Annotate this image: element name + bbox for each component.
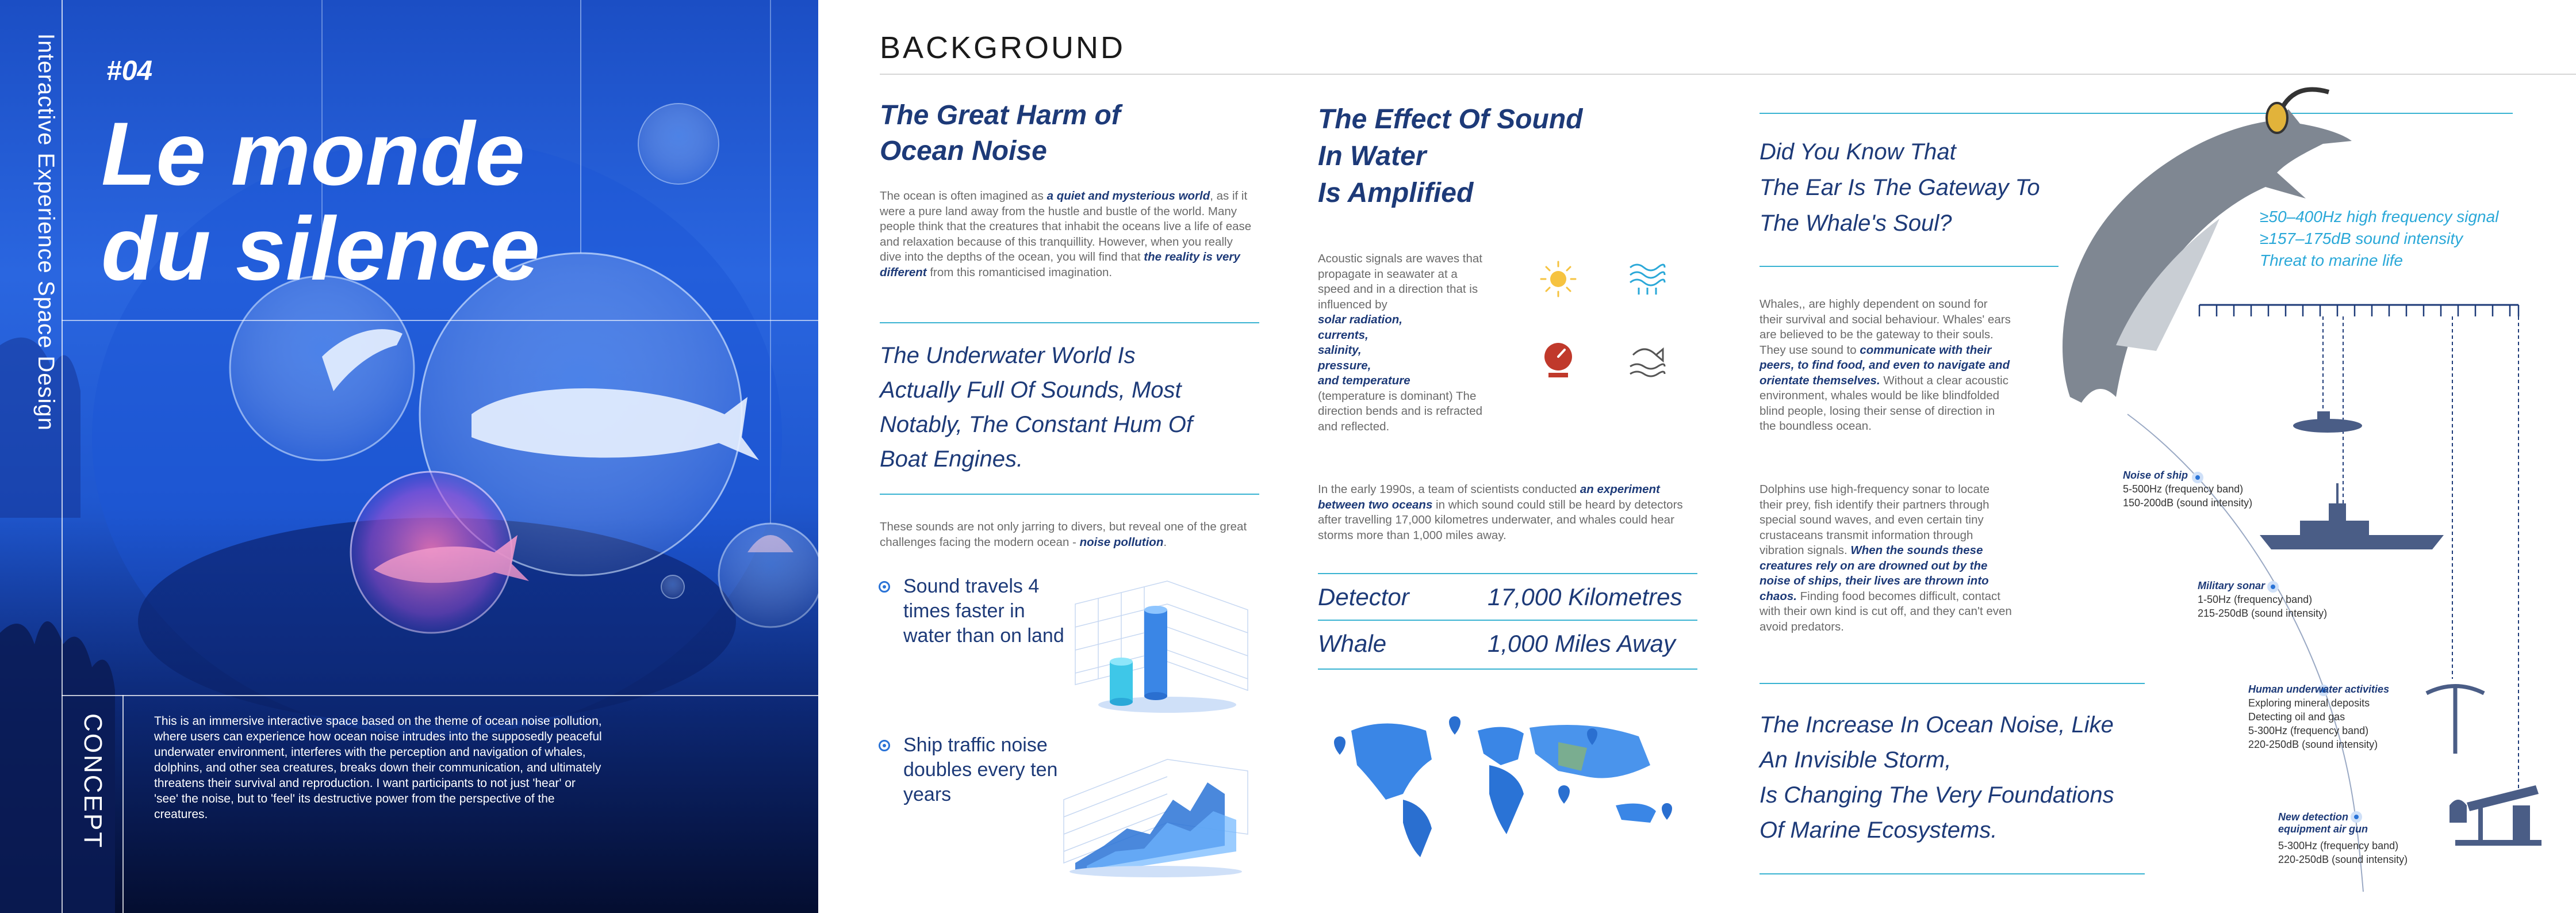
divider-rule [880, 494, 1259, 495]
concept-label: CONCEPT [79, 713, 107, 850]
subheading-line: The Underwater World Is [880, 343, 1136, 368]
bullet-dot-icon [879, 581, 890, 593]
heading-line: Is Amplified [1318, 178, 1474, 208]
bullet-sound-speed [903, 574, 1076, 648]
fish-icon [1627, 341, 1667, 381]
concept-divider-vertical [122, 695, 124, 913]
subheading-line: Actually Full Of Sounds, Most [880, 377, 1182, 403]
text-span: The ocean is often imagined as [880, 189, 1047, 203]
cylinder-chart-illustration [1052, 575, 1265, 719]
text-span: These sounds are not only jarring to divers, but reveal one of the great challenges facing the modern ocean - [880, 520, 1247, 549]
acoustic-paragraph [1318, 251, 1490, 434]
concept-divider-horizontal [62, 695, 818, 696]
text-span: Dolphins use high-frequency sonar to locate their prey, fish identify their partners through special sound waves, and even certain tiny crustaceans transmit information through vibration signals. [1759, 483, 1989, 557]
ann-human-title: Human underwater activities [2248, 683, 2390, 695]
ann-airgun-title [2278, 811, 2368, 835]
heading-line: An Invisible Storm, [1759, 747, 1952, 773]
hero-divider-horizontal [62, 320, 818, 321]
concept-description: This is an immersive interactive space based on the theme of ocean noise pollution, where users can experience how ocean noise intrudes into the supposedly peaceful underwater environment, interferes with the perception and navigation of whales, dolphins, and other sea creatures, breaks down their communication, and ultimately threatens their survival and reproduction. I want participants to not just 'hear' or 'see' the noise, but to 'feel' its destructive power from the perspective of the creatures. [154, 715, 602, 821]
project-number: #04 [106, 56, 153, 86]
ann-line: 220-250dB (sound intensity) [2248, 739, 2378, 750]
ann-line: 5-500Hz (frequency band) [2123, 483, 2244, 495]
hero-divider-vertical [62, 0, 63, 913]
bullet-line: years [903, 784, 952, 805]
ann-ship-title: Noise of ship [2123, 469, 2188, 481]
experiment-paragraph [1318, 482, 1697, 543]
ann-sonar-title: Military sonar [2198, 580, 2266, 591]
divider-rule [880, 322, 1259, 323]
project-title-line1: Le monde [101, 104, 525, 204]
current-wave-icon [1627, 259, 1667, 299]
text-span: Whales,, are highly dependent on sound for their survival and social behaviour. Whales' ears are believed to be the gateway to their souls. They use sound to [1759, 297, 2011, 357]
bullet-line: Sound travels 4 [903, 575, 1040, 597]
factor-solar: solar radiation, [1318, 313, 1402, 326]
table-row [1318, 573, 1697, 619]
emphasis-span: noise pollution [1079, 535, 1164, 549]
text-span: In the early 1990s, a team of scientists conducted [1318, 483, 1580, 496]
warship-icon [2260, 483, 2444, 549]
factor-pressure: pressure, [1318, 358, 1371, 372]
bullet-line: Ship traffic noise [903, 734, 1048, 756]
row-label-whale: Whale [1318, 630, 1387, 657]
emphasis-span: When the sounds these creatures rely on are drowned out by the noise of ships, their lives are thrown into chaos. [1759, 544, 1989, 603]
subheading-line: Boat Engines. [880, 446, 1023, 472]
ann-line: 1-50Hz (frequency band) [2198, 594, 2313, 605]
world-map-illustration [1317, 708, 1696, 863]
ann-line: 5-300Hz (frequency band) [2248, 725, 2369, 736]
text-span: (temperature is dominant) The direction bends and is refracted and reflected. [1318, 389, 1483, 433]
ann-line: equipment air gun [2278, 823, 2368, 835]
sound-effect-heading [1318, 101, 1663, 212]
factor-temperature: and temperature [1318, 374, 1410, 387]
row-label-detector: Detector [1318, 583, 1409, 610]
text-span: Without a clear acoustic environment, whales would be like blindfolded blind people, losing their sense of direction in the boundless ocean. [1759, 373, 2008, 433]
ann-line: Exploring mineral deposits [2248, 697, 2370, 709]
signal-line: Threat to marine life [2260, 251, 2403, 269]
row-value-whale: 1,000 Miles Away [1488, 630, 1676, 657]
harm-heading-line1: The Great Harm of [880, 100, 1121, 131]
ann-airgun-text [2278, 839, 2408, 866]
noise-infographic [2030, 75, 2576, 913]
ann-ship-text [2123, 482, 2252, 510]
bullet-line: doubles every ten [903, 759, 1058, 781]
pickaxe-icon [2426, 686, 2484, 754]
factor-salinity: salinity, [1318, 343, 1362, 357]
submarine-icon [2293, 411, 2362, 433]
heading-line: Did You Know That [1759, 139, 1956, 165]
pressure-gauge-icon [1538, 339, 1578, 383]
heading-line: In Water [1318, 141, 1427, 171]
bullet-line: water than on land [903, 625, 1064, 647]
whale-paragraph [1759, 297, 2012, 434]
emphasis-span: communicate with their peers, to find food, and even to navigate and orientate themselves. [1759, 343, 2010, 387]
harm-paragraph [880, 189, 1254, 280]
row-value-detector: 17,000 Kilometres [1488, 583, 1682, 610]
noise-paragraph [880, 519, 1254, 550]
sun-icon [1535, 259, 1581, 299]
ann-line: 215-250dB (sound intensity) [2198, 608, 2328, 619]
text-span: Acoustic signals are waves that propagate in seawater at a speed and in a direction that is influenced by [1318, 252, 1482, 311]
table-row [1318, 620, 1697, 666]
ann-line: 150-200dB (sound intensity) [2123, 497, 2253, 509]
heading-line: The Increase In Ocean Noise, Like [1759, 712, 2114, 738]
bullet-ship-traffic [903, 733, 1076, 807]
heading-line: The Ear Is The Gateway To [1759, 175, 2040, 200]
ann-human-text [2248, 696, 2378, 751]
vertical-project-label: Interactive Experience Space Design [33, 33, 59, 431]
underwater-subheading [880, 338, 1248, 476]
heading-line: The Whale's Soul? [1759, 211, 1952, 236]
ann-line: New detection [2278, 811, 2349, 823]
text-span: , as if it were a pure land away from the hustle and bustle of the world. Many people think that the creatures that inhabit the oceans live a life of ease and relaxation because of this tranquillity. However, when you really dive into the depths of the ocean, you will find that [880, 189, 1252, 263]
hero-panel [0, 0, 818, 913]
ann-sonar-text [2198, 593, 2327, 620]
ann-line: 220-250dB (sound intensity) [2278, 854, 2408, 865]
oil-pump-icon [2450, 785, 2542, 846]
emphasis-span: a quiet and mysterious world [1046, 189, 1210, 203]
project-title-line2: du silence [101, 199, 540, 300]
heading-line: The Effect Of Sound [1318, 104, 1583, 135]
ann-line: Detecting oil and gas [2248, 711, 2345, 723]
project-title [101, 104, 540, 300]
text-span: . [1163, 535, 1167, 549]
ann-line: 5-300Hz (frequency band) [2278, 840, 2399, 851]
bullet-line: times faster in [903, 600, 1025, 622]
text-span: in which sound could still be heard by detectors after travelling 17,000 kilometres underwater, and whales could hear storms more than 1,000 miles away. [1318, 498, 1683, 542]
signal-threat-text [2260, 206, 2559, 272]
emphasis-span: the reality is very different [880, 250, 1240, 279]
section-title: BACKGROUND [880, 30, 1126, 65]
text-span: from this romanticised imagination. [926, 265, 1113, 279]
heading-line: Is Changing The Very Foundations [1759, 782, 2114, 808]
factor-currents: currents, [1318, 328, 1368, 342]
divider-rule [1318, 668, 1697, 670]
area-chart-illustration [1052, 748, 1265, 880]
text-span: Finding food becomes difficult, contact with their own kind is cut off, and they can't even avoid predators. [1759, 589, 2012, 633]
harm-heading-line2: Ocean Noise [880, 136, 1047, 166]
harm-heading [880, 98, 1282, 169]
heading-line: Of Marine Ecosystems. [1759, 818, 1998, 843]
bullet-dot-icon [879, 740, 890, 751]
emphasis-span: an experiment between two oceans [1318, 483, 1660, 511]
divider-rule [1759, 266, 2058, 267]
dolphin-paragraph [1759, 482, 2012, 635]
signal-line: ≥50–400Hz high frequency signal [2260, 208, 2499, 226]
subheading-line: Notably, The Constant Hum Of [880, 412, 1193, 437]
signal-line: ≥157–175dB sound intensity [2260, 230, 2463, 247]
